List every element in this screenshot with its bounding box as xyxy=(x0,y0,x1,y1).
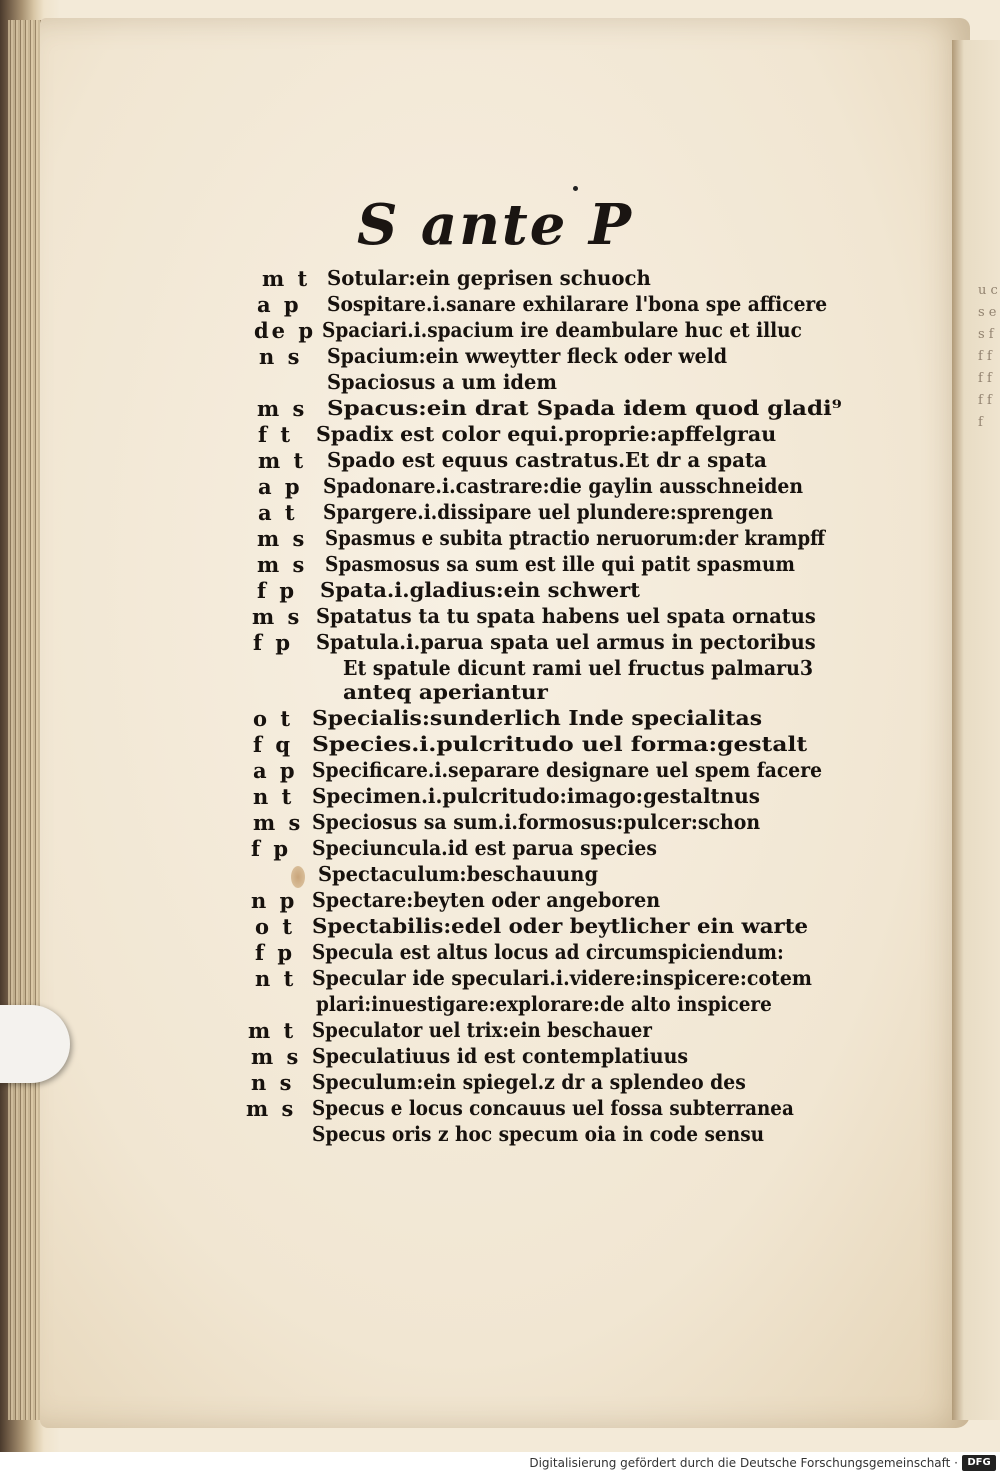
entry-row xyxy=(0,1096,1000,1122)
entry-text: Speciosus sa sum.i.formosus:pulcer:schon xyxy=(312,810,761,834)
entry-gram-code: n s xyxy=(259,344,303,369)
entry-text: Spasmosus sa sum est ille qui patit spasmum xyxy=(325,552,795,576)
entry-row xyxy=(0,1018,1000,1044)
entry-text: Sospitare.i.sanare exhilarare l'bona spe afficere xyxy=(327,292,828,316)
entry-gram-code: m s xyxy=(257,526,308,551)
entry-gram-code: f p xyxy=(255,940,296,965)
entry-text: Spado est equus castratus.Et dr a spata xyxy=(327,448,767,472)
entry-row xyxy=(0,784,1000,810)
entry-gram-code: a p xyxy=(257,292,302,317)
entry-text: anteq aperiantur xyxy=(343,680,548,704)
entry-gram-code: m s xyxy=(252,604,303,629)
entry-row xyxy=(0,656,1000,682)
entry-row xyxy=(0,862,1000,888)
entry-row xyxy=(0,552,1000,578)
entry-text: Species.i.pulcritudo uel forma:gestalt xyxy=(312,732,808,756)
entry-gram-code: f t xyxy=(258,422,294,447)
entry-row xyxy=(0,888,1000,914)
entry-text: Spadix est color equi.proprie:apffelgrau xyxy=(316,422,777,446)
entry-row xyxy=(0,396,1000,422)
page-heading xyxy=(0,192,1000,258)
entry-text: Specimen.i.pulcritudo:imago:gestaltnus xyxy=(312,784,760,808)
entry-gram-code: o t xyxy=(255,914,296,939)
entry-gram-code: m s xyxy=(257,396,308,421)
entry-row xyxy=(0,604,1000,630)
entry-text: Specialis:sunderlich Inde specialitas xyxy=(312,706,763,730)
entry-gram-code: n p xyxy=(251,888,298,913)
entry-gram-code: n t xyxy=(255,966,297,991)
ink-dot xyxy=(573,186,578,191)
entry-gram-code: n s xyxy=(251,1070,295,1095)
entry-gram-code: f q xyxy=(253,732,294,757)
entry-gram-code: a p xyxy=(253,758,298,783)
entry-gram-code: f p xyxy=(251,836,292,861)
entry-row xyxy=(0,758,1000,784)
entry-gram-code: f p xyxy=(253,630,294,655)
entry-text: Speciuncula.id est parua species xyxy=(312,836,658,860)
entry-row xyxy=(0,706,1000,732)
entry-text: Speculator uel trix:ein beschauer xyxy=(312,1018,652,1042)
entry-gram-code: f p xyxy=(257,578,298,603)
dfg-logo: DFG xyxy=(962,1455,996,1471)
entry-text: Spargere.i.dissipare uel plundere:sprengen xyxy=(323,500,774,524)
heading-text: S ante P xyxy=(356,192,634,258)
entry-gram-code: m s xyxy=(257,552,308,577)
entry-row xyxy=(0,992,1000,1018)
footer-bar xyxy=(0,1452,1000,1475)
entry-row xyxy=(0,370,1000,396)
entry-text: Spacus:ein drat Spada idem quod gladi⁹ xyxy=(327,396,842,420)
entry-text: Spasmus e subita ptractio neruorum:der krampff xyxy=(325,526,826,550)
entry-row xyxy=(0,1122,1000,1148)
entry-row xyxy=(0,966,1000,992)
entry-gram-code: m t xyxy=(258,448,307,473)
entry-text: Spatatus ta tu spata habens uel spata ornatus xyxy=(316,604,816,628)
entry-gram-code: m s xyxy=(246,1096,297,1121)
entry-row xyxy=(0,836,1000,862)
entry-gram-code: m t xyxy=(262,266,311,291)
next-page-margin-text: u c s e s f f f f f f f f xyxy=(978,283,998,430)
entry-text: Spectaculum:beschauung xyxy=(318,862,599,886)
entry-row xyxy=(0,914,1000,940)
entry-row xyxy=(0,732,1000,758)
entry-text: Spata.i.gladius:ein schwert xyxy=(320,578,640,602)
entry-text: Sotular:ein geprisen schuoch xyxy=(327,266,651,290)
entry-row xyxy=(0,940,1000,966)
entry-row xyxy=(0,630,1000,656)
entry-gram-code: a t xyxy=(258,500,298,525)
entry-text: Specus oris z hoc specum oia in code sensu xyxy=(312,1122,765,1146)
entry-gram-code: o t xyxy=(253,706,294,731)
entry-row xyxy=(0,448,1000,474)
entry-text: Spatula.i.parua spata uel armus in pectoribus xyxy=(316,630,816,654)
entry-text: Specificare.i.separare designare uel spem facere xyxy=(312,758,822,782)
entry-text: Spadonare.i.castrare:die gaylin ausschneiden xyxy=(323,474,804,498)
footer-credit: Digitalisierung gefördert durch die Deutsche Forschungsgemeinschaft · xyxy=(529,1456,958,1470)
entry-row xyxy=(0,680,1000,706)
entry-text: Specula est altus locus ad circumspiciendum: xyxy=(312,940,784,964)
entry-row xyxy=(0,318,1000,344)
entry-text: Et spatule dicunt rami uel fructus palmaru3 xyxy=(343,656,814,680)
entry-gram-code: a p xyxy=(258,474,303,499)
entry-text: Spaciosus a um idem xyxy=(327,370,557,394)
entry-row xyxy=(0,500,1000,526)
entry-row xyxy=(0,526,1000,552)
entry-text: Speculatiuus id est contemplatiuus xyxy=(312,1044,689,1068)
entry-text: Spacium:ein wweytter fleck oder weld xyxy=(327,344,728,368)
entry-text: Specular ide speculari.i.videre:inspicere:cotem xyxy=(312,966,812,990)
entry-text: Spectare:beyten oder angeboren xyxy=(312,888,661,912)
entry-gram-code: n t xyxy=(253,784,295,809)
entry-row xyxy=(0,344,1000,370)
entry-row xyxy=(0,292,1000,318)
entry-gram-code: m t xyxy=(248,1018,297,1043)
entry-row xyxy=(0,1070,1000,1096)
entry-row xyxy=(0,266,1000,292)
entry-text: Speculum:ein spiegel.z dr a splendeo des xyxy=(312,1070,746,1094)
entry-text: Spaciari.i.spacium ire deambulare huc et illuc xyxy=(322,318,802,342)
entry-gram-code: m s xyxy=(253,810,304,835)
entry-row xyxy=(0,1044,1000,1070)
entry-text: plari:inuestigare:explorare:de alto inspicere xyxy=(316,992,772,1016)
entry-gram-code: m s xyxy=(251,1044,302,1069)
entry-gram-code: de p xyxy=(254,318,317,343)
entry-row xyxy=(0,422,1000,448)
entry-row xyxy=(0,578,1000,604)
entry-text: Spectabilis:edel oder beytlicher ein warte xyxy=(312,914,809,938)
entry-row xyxy=(0,474,1000,500)
entry-row xyxy=(0,810,1000,836)
entry-text: Specus e locus concauus uel fossa subterranea xyxy=(312,1096,794,1120)
